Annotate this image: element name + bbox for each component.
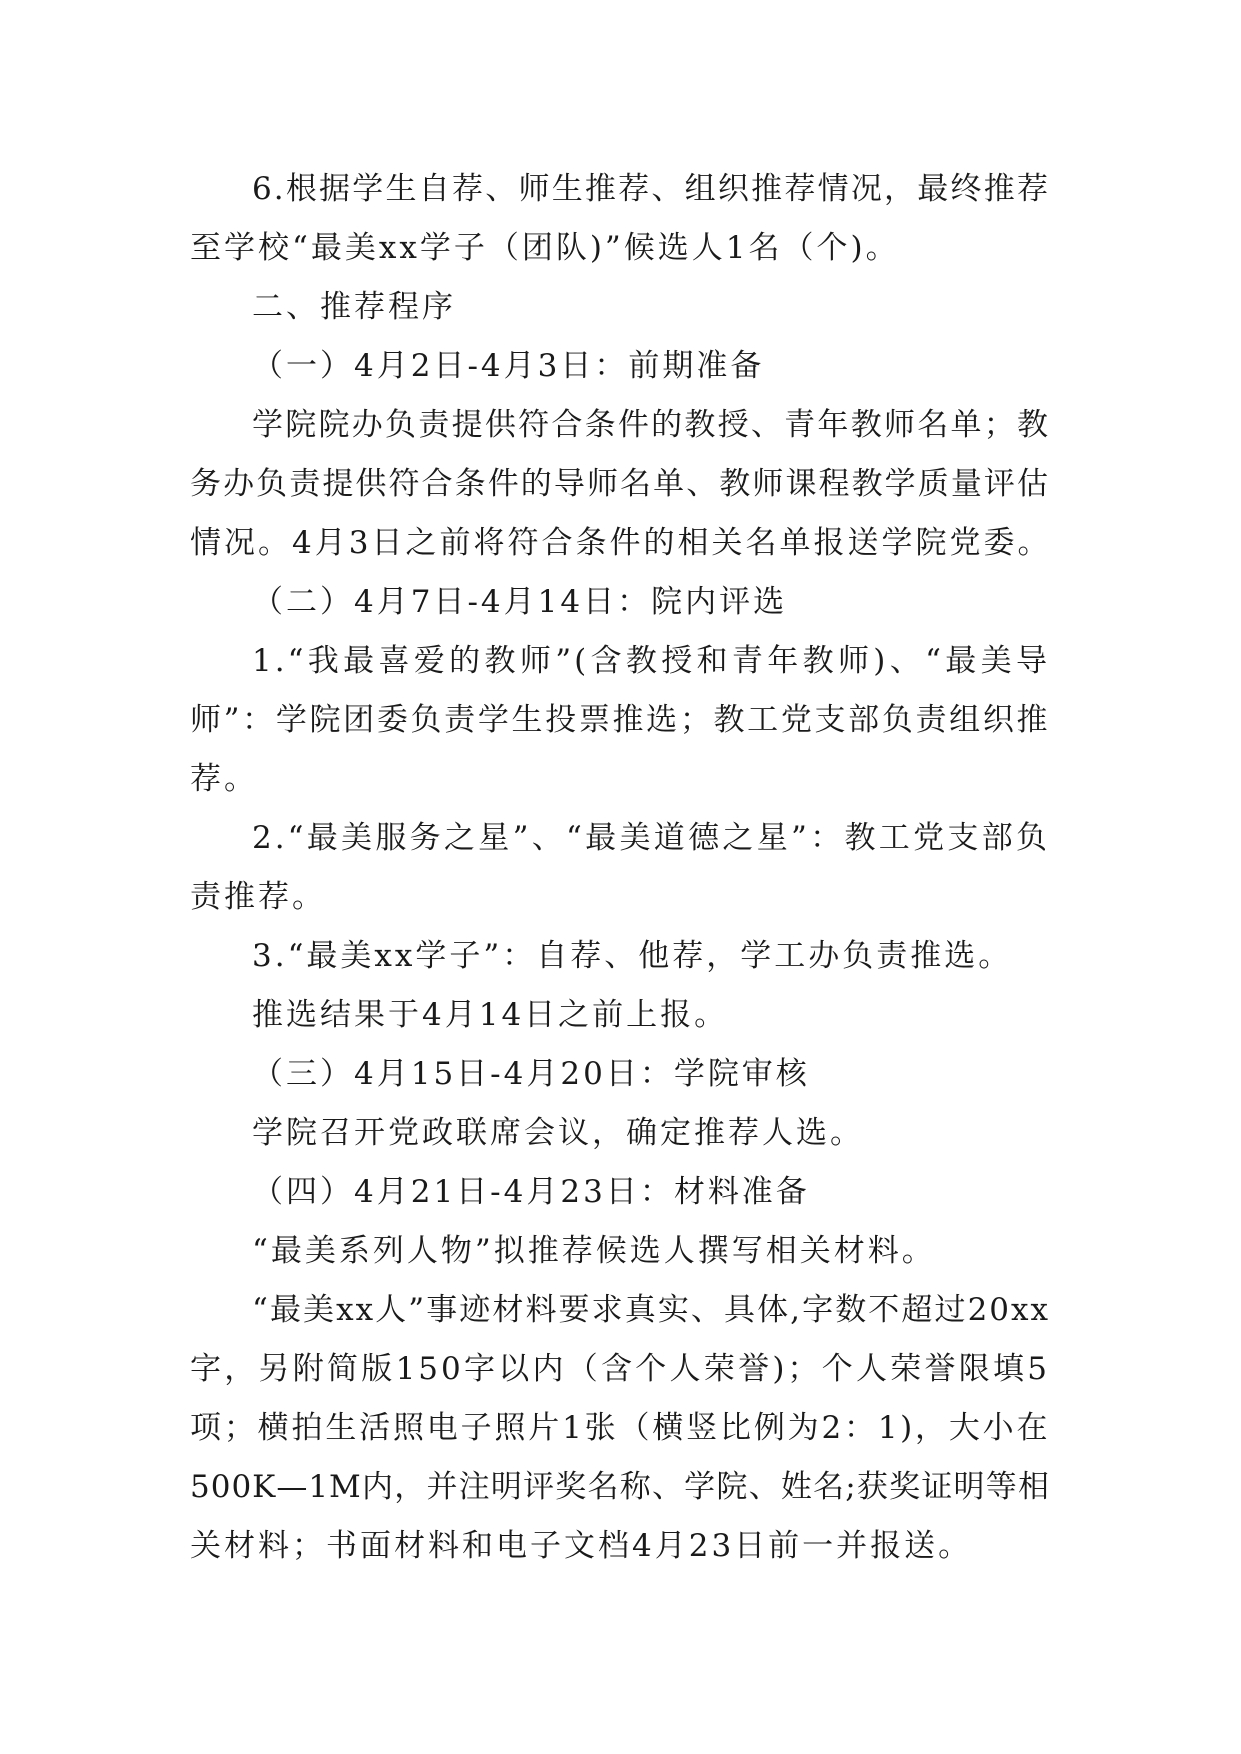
- text-line: 2.“最美服务之星”、“最美道德之星”：教工党支部负: [252, 820, 1050, 856]
- text-line: 至学校“最美xx学子（团队)”候选人1名（个)。: [190, 230, 900, 266]
- text-line: 项；横拍生活照电子照片1张（横竖比例为2：1)，大小在: [190, 1410, 1050, 1446]
- text-line: 学院召开党政联席会议，确定推荐人选。: [252, 1115, 864, 1151]
- text-line: 6.根据学生自荐、师生推荐、组织推荐情况，最终推荐: [252, 171, 1050, 207]
- text-line: 责推荐。: [190, 879, 326, 915]
- subsection-heading: （三）4月15日-4月20日：学院审核: [252, 1056, 810, 1092]
- document-body: [190, 160, 1050, 1576]
- text-line: 务办负责提供符合条件的导师名单、教师课程教学质量评估: [190, 466, 1050, 502]
- text-line: 500K—1M内，并注明评奖名称、学院、姓名;获奖证明等相: [190, 1469, 1050, 1505]
- text-line: 3.“最美xx学子”：自荐、他荐，学工办负责推选。: [252, 938, 1013, 974]
- text-line: 字，另附简版150字以内（含个人荣誉)；个人荣誉限填5: [190, 1351, 1050, 1387]
- section-heading: 二、推荐程序: [252, 289, 456, 325]
- subsection-heading: （四）4月21日-4月23日：材料准备: [252, 1174, 810, 1210]
- subsection-heading: （二）4月7日-4月14日：院内评选: [252, 584, 788, 620]
- text-line: 情况。4月3日之前将符合条件的相关名单报送学院党委。: [190, 525, 1052, 561]
- text-line: 学院院办负责提供符合条件的教授、青年教师名单；教: [252, 407, 1050, 443]
- text-line: 推选结果于4月14日之前上报。: [252, 997, 729, 1033]
- text-line: 荐。: [190, 761, 258, 797]
- text-line: “最美系列人物”拟推荐候选人撰写相关材料。: [252, 1233, 936, 1269]
- text-line: 关材料；书面材料和电子文档4月23日前一并报送。: [190, 1528, 973, 1564]
- subsection-heading: （一）4月2日-4月3日：前期准备: [252, 348, 765, 384]
- text-line: “最美xx人”事迹材料要求真实、具体,字数不超过20xx: [252, 1292, 1050, 1328]
- text-line: 师”：学院团委负责学生投票推选；教工党支部负责组织推: [190, 702, 1050, 738]
- text-line: 1.“我最喜爱的教师”(含教授和青年教师)、“最美导: [252, 643, 1050, 679]
